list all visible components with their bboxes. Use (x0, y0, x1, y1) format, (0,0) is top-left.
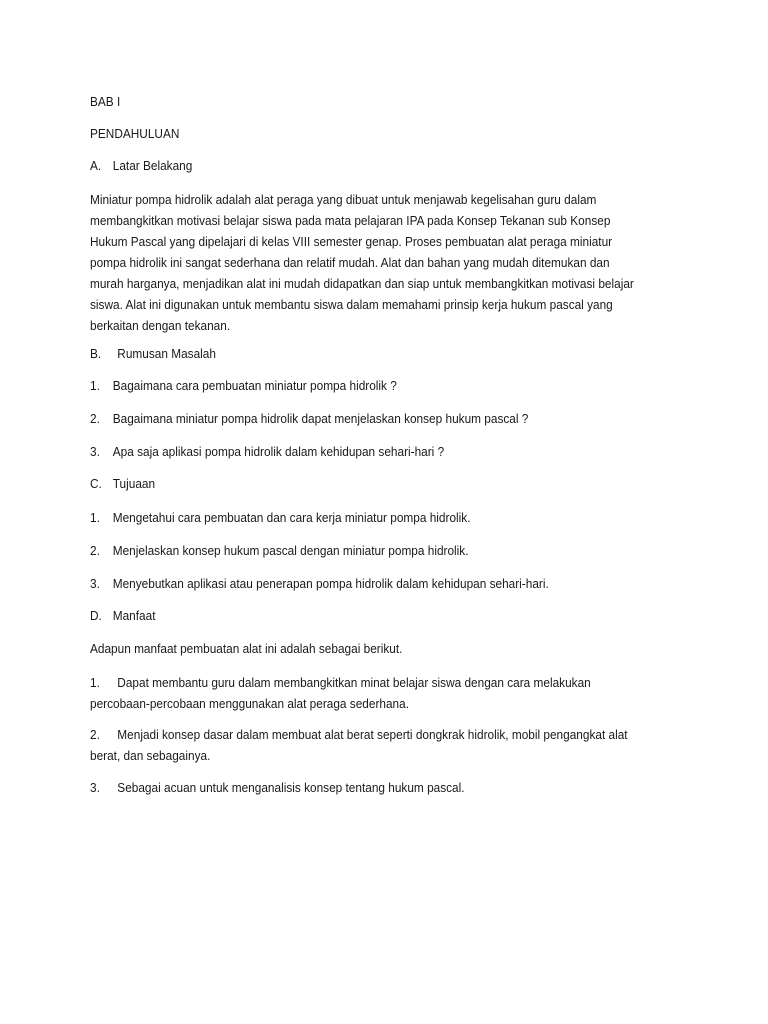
paragraph-line: Miniatur pompa hidrolik adalah alat peraga yang dibuat untuk menjawab kegelisahan guru dalam (90, 192, 597, 207)
section-label: D. (90, 608, 102, 623)
section-title: Rumusan Masalah (117, 346, 216, 361)
item-number: 1. (90, 675, 100, 690)
section-label: B. (90, 346, 102, 361)
item-number: 1. (90, 510, 100, 525)
section-title: Manfaat (112, 608, 156, 623)
list-item-continuation: percobaan-percobaan menggunakan alat peraga sederhana. (90, 696, 409, 711)
item-number: 2. (90, 543, 100, 558)
item-text: Apa saja aplikasi pompa hidrolik dalam kehidupan sehari-hari ? (112, 444, 445, 459)
section-label: C. (90, 476, 102, 491)
paragraph-line: Hukum Pascal yang dipelajari di kelas VIII semester genap. Proses pembuatan alat peraga miniatur (90, 234, 613, 249)
paragraph-line: pompa hidrolik ini sangat sederhana dan relatif mudah. Alat dan bahan yang mudah ditemukan dan (90, 255, 610, 270)
paragraph-line: murah harganya, menjadikan alat ini mudah didapatkan dan siap untuk membangkitkan motivasi belajar (90, 276, 634, 291)
item-text: Menjadi konsep dasar dalam membuat alat berat seperti dongkrak hidrolik, mobil pengangkat alat (117, 727, 628, 742)
item-number: 1. (90, 378, 100, 393)
paragraph-line: berkaitan dengan tekanan. (90, 318, 231, 333)
paragraph-line: siswa. Alat ini digunakan untuk membantu siswa dalam memahami prinsip kerja hukum pascal yang (90, 297, 613, 312)
item-text: Bagaimana cara pembuatan miniatur pompa hidrolik ? (112, 378, 397, 393)
item-text: Menyebutkan aplikasi atau penerapan pompa hidrolik dalam kehidupan sehari-hari. (112, 576, 549, 591)
item-number: 2. (90, 411, 100, 426)
item-text: Sebagai acuan untuk menganalisis konsep tentang hukum pascal. (117, 780, 465, 795)
item-number: 2. (90, 727, 100, 742)
item-number: 3. (90, 444, 100, 459)
list-item-continuation: berat, dan sebagainya. (90, 748, 211, 763)
item-text: Dapat membantu guru dalam membangkitkan minat belajar siswa dengan cara melakukan (117, 675, 591, 690)
section-label: A. (90, 158, 102, 173)
item-text: Bagaimana miniatur pompa hidrolik dapat menjelaskan konsep hukum pascal ? (112, 411, 529, 426)
item-text: Menjelaskan konsep hukum pascal dengan miniatur pompa hidrolik. (112, 543, 469, 558)
section-title: Latar Belakang (112, 158, 193, 173)
section-title: Tujuaan (112, 476, 156, 491)
chapter-title: PENDAHULUAN (90, 126, 180, 141)
chapter-number: BAB I (90, 94, 121, 109)
paragraph-line: membangkitkan motivasi belajar siswa pada mata pelajaran IPA pada Konsep Tekanan sub Konsep (90, 213, 611, 228)
item-number: 3. (90, 576, 100, 591)
item-text: Mengetahui cara pembuatan dan cara kerja miniatur pompa hidrolik. (112, 510, 471, 525)
section-d-intro: Adapun manfaat pembuatan alat ini adalah sebagai berikut. (90, 641, 403, 656)
item-number: 3. (90, 780, 100, 795)
